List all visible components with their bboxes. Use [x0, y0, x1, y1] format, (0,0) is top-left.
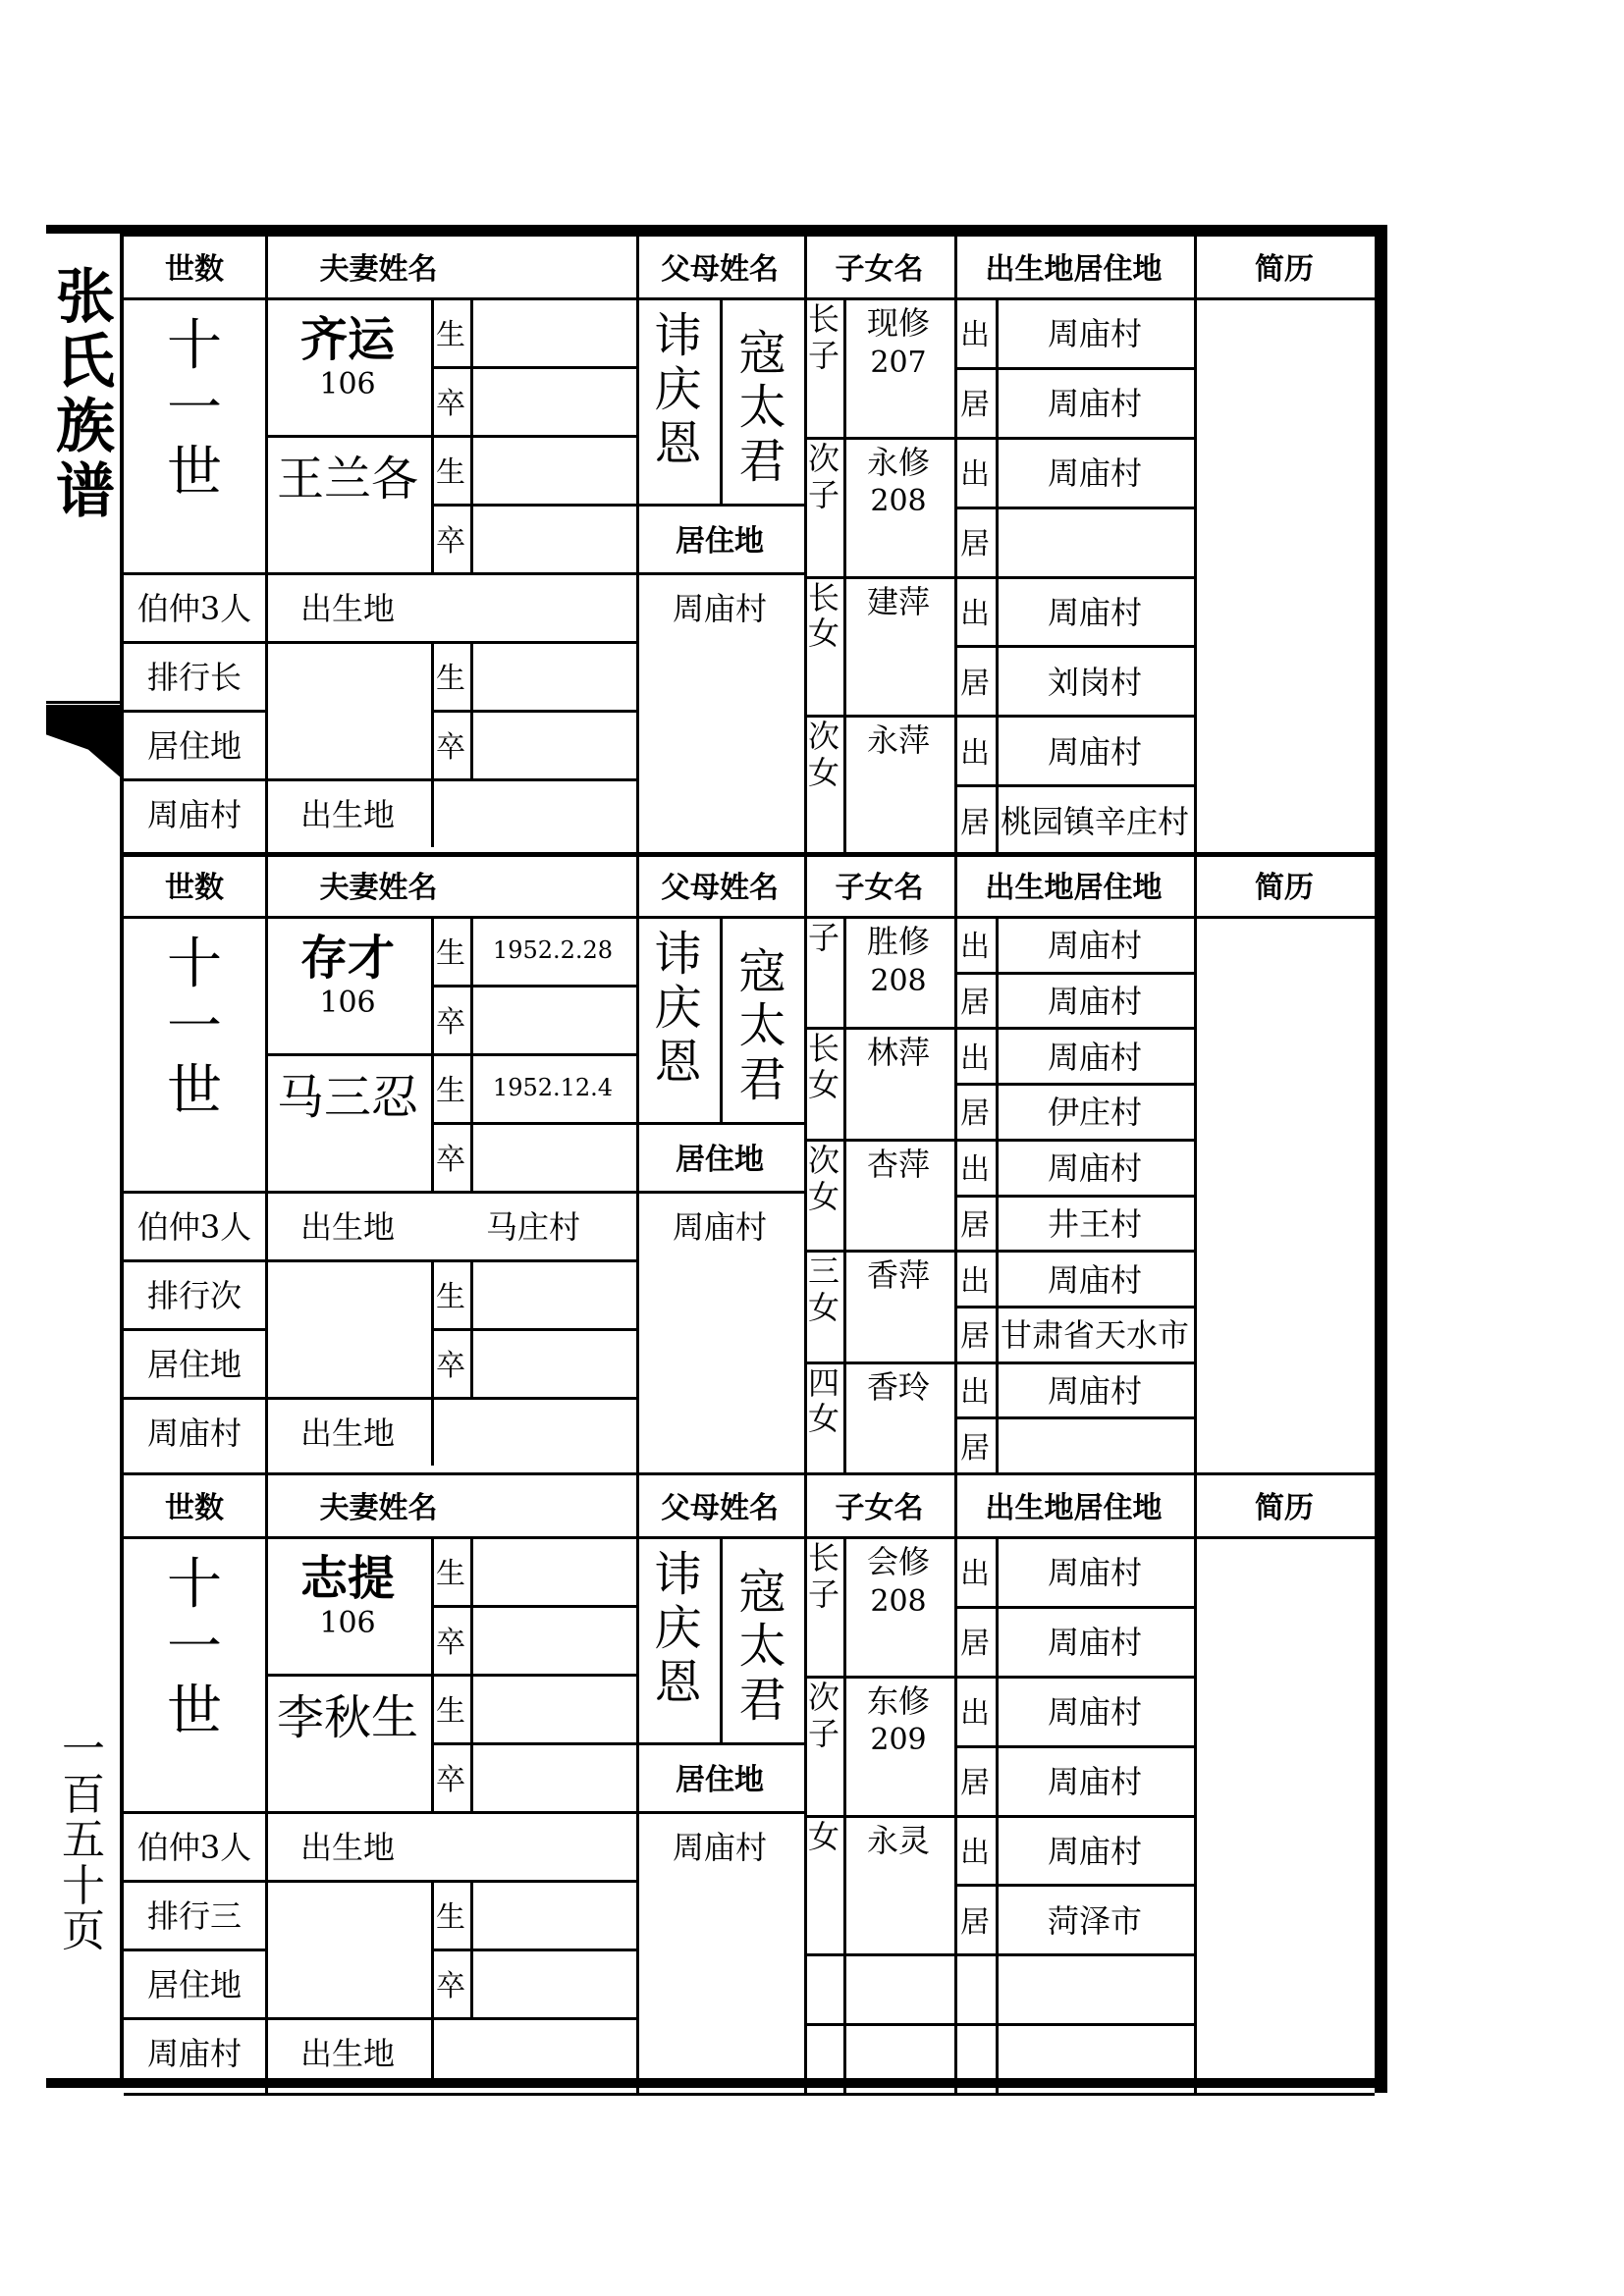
- parent-residence-header: 居住地: [676, 1763, 764, 1797]
- grid-line: [954, 972, 1194, 975]
- birth-death-label: 卒: [436, 387, 465, 421]
- mother-name: 寇 太 君: [738, 944, 786, 1108]
- child-name: 建萍: [866, 582, 930, 620]
- grid-line: [636, 1122, 804, 1125]
- header-birth-residence: 出生地居住地: [985, 1490, 1163, 1525]
- parent-residence: 周庙村: [672, 1208, 767, 1246]
- family-section: [124, 234, 1375, 854]
- residence-label: 居住地: [146, 1346, 242, 1383]
- husband-birth-date: [470, 297, 635, 366]
- born-label: 出: [960, 318, 990, 353]
- page-number: 一 百 五 十 页: [62, 1725, 105, 1956]
- husband-name: 存才: [299, 930, 395, 986]
- grid-line: [431, 1605, 636, 1608]
- header-parents: 父母姓名: [661, 251, 779, 287]
- grid-line: [124, 1472, 1375, 1475]
- child-birthplace: 周庙村: [1047, 1149, 1142, 1188]
- grid-line: [431, 1949, 636, 1951]
- husband-birth-date: 1952.2.28: [492, 936, 614, 964]
- rank: 排行次: [146, 1277, 242, 1314]
- birth-death-label: 卒: [436, 1763, 465, 1797]
- child-name: 香萍: [866, 1256, 930, 1295]
- header-children: 子女名: [835, 870, 924, 905]
- generation-label: 十 一 世: [167, 933, 222, 1123]
- child-name: 胜修: [866, 923, 930, 960]
- birth-death-label: 生: [436, 936, 465, 971]
- birth-death-label: 卒: [436, 1969, 465, 2003]
- grid-line: [265, 852, 268, 1472]
- uncles-count: 伯仲3人: [136, 1829, 252, 1866]
- child-relation: 次 女: [807, 1141, 839, 1215]
- header-children: 子女名: [835, 1490, 924, 1525]
- child-relation: 长 子: [807, 1539, 839, 1613]
- frame-top-border: [46, 225, 1387, 234]
- grid-line: [431, 2017, 434, 2086]
- birth-death-label: 生: [436, 455, 465, 490]
- live-label: 居: [960, 1096, 990, 1132]
- grid-line: [843, 916, 846, 1472]
- grid-line: [124, 234, 1375, 237]
- child-residence: [997, 507, 1193, 576]
- child-name: 永修: [866, 443, 930, 481]
- wife-birth-date: [470, 435, 635, 504]
- wife-name: 李秋生: [276, 1689, 418, 1745]
- grid-line: [265, 1674, 431, 1677]
- grid-line: [1194, 852, 1197, 1472]
- grid-line: [265, 778, 431, 781]
- grid-line: [431, 778, 636, 781]
- grid-line: [954, 1606, 1194, 1609]
- birth-death-label: 卒: [436, 1143, 465, 1177]
- grid-line: [954, 1745, 1194, 1748]
- child-birthplace: 周庙村: [1047, 1693, 1142, 1732]
- child-birthplace: 周庙村: [1047, 732, 1142, 771]
- child-number: 208: [870, 484, 927, 519]
- grid-line: [124, 1397, 265, 1400]
- child-birthplace: 周庙村: [1047, 927, 1142, 965]
- rank: 排行长: [146, 659, 242, 696]
- uncles-count: 伯仲3人: [136, 590, 252, 627]
- birthplace-label-2: 出生地: [299, 1415, 395, 1452]
- header-birth-residence: 出生地居住地: [985, 870, 1163, 905]
- binding-marker: [46, 705, 123, 779]
- child-relation: 长 女: [807, 1030, 839, 1104]
- child-relation: 子: [807, 919, 839, 956]
- birth-death-label: 生: [436, 1900, 465, 1935]
- mother-name: 寇 太 君: [738, 1565, 786, 1729]
- grid-line: [954, 1953, 1194, 1956]
- header-generation: 世数: [165, 251, 224, 287]
- husband-name: 齐运: [299, 311, 395, 367]
- born-label: 出: [960, 930, 990, 965]
- grid-line: [265, 1880, 636, 1883]
- grid-line: [265, 1053, 431, 1056]
- father-name: 讳 庆 恩: [654, 927, 702, 1091]
- birth-death-label: 卒: [436, 1005, 465, 1040]
- residence-label: 居住地: [146, 727, 242, 765]
- grid-line: [124, 1259, 265, 1262]
- husband-birth-date: [470, 1536, 635, 1605]
- father-name: 讳 庆 恩: [654, 1547, 702, 1711]
- born-label: 出: [960, 1263, 990, 1299]
- born-label: 出: [960, 596, 990, 631]
- husband-number: 106: [319, 366, 376, 401]
- grid-line: [1194, 1472, 1197, 2093]
- grid-line: [431, 1674, 636, 1677]
- book-title: 张 氏 族 谱: [56, 263, 115, 526]
- grid-line: [954, 1884, 1194, 1887]
- grid-line: [954, 645, 1194, 648]
- grid-line: [124, 710, 265, 713]
- grid-line: [265, 1397, 431, 1400]
- grid-line: [720, 916, 723, 1122]
- grid-line: [954, 507, 1194, 509]
- husband-number: 106: [319, 1605, 376, 1640]
- residence-village: 周庙村: [146, 2035, 242, 2072]
- grid-line: [720, 297, 723, 504]
- live-label: 居: [960, 1766, 990, 1801]
- live-label: 居: [960, 666, 990, 701]
- birth-death-label: 卒: [436, 1626, 465, 1660]
- parent-residence: 周庙村: [672, 1829, 767, 1866]
- child-birthplace: 周庙村: [1047, 593, 1142, 631]
- birthplace-label-2: 出生地: [299, 796, 395, 833]
- grid-line: [843, 1536, 846, 2093]
- child-residence: 周庙村: [1047, 385, 1142, 423]
- child-birthplace: 周庙村: [1047, 1832, 1142, 1870]
- header-spouse-names: 夫妻姓名: [319, 870, 438, 905]
- grid-line: [954, 1083, 1194, 1086]
- child-birthplace: 周庙村: [1047, 1554, 1142, 1592]
- wife-name: 马三忍: [276, 1069, 418, 1125]
- parent-residence-header: 居住地: [676, 524, 764, 559]
- child-name: 永萍: [866, 721, 930, 760]
- child-residence: 甘肃省天水市: [1000, 1316, 1189, 1355]
- child-relation: 三 女: [807, 1253, 839, 1326]
- child-name: 杏萍: [866, 1145, 930, 1183]
- child-residence: [997, 1416, 1193, 1472]
- grid-line: [804, 2023, 1194, 2026]
- grid-line: [636, 234, 639, 854]
- grid-line: [954, 1306, 1194, 1308]
- residence-label: 居住地: [146, 1966, 242, 2003]
- birthplace-label: 出生地: [299, 1829, 395, 1866]
- wife-birth-date: [470, 1674, 635, 1742]
- family-section: [124, 852, 1375, 1472]
- child-residence: 周庙村: [1047, 983, 1142, 1021]
- birth-death-label: 生: [436, 318, 465, 352]
- live-label: 居: [960, 1207, 990, 1243]
- child-name: 林萍: [866, 1034, 930, 1072]
- uncles-count: 伯仲3人: [136, 1208, 252, 1246]
- child-name: 现修: [866, 304, 930, 342]
- birth-death-label: 卒: [436, 1349, 465, 1383]
- residence-village: 周庙村: [146, 796, 242, 833]
- grid-line: [996, 916, 999, 1472]
- grid-line: [124, 2017, 265, 2020]
- header-spouse-names: 夫妻姓名: [319, 251, 438, 287]
- grid-line: [431, 1742, 636, 1745]
- child-number: 209: [870, 1723, 927, 1758]
- grid-line: [124, 2093, 1375, 2096]
- live-label: 居: [960, 1904, 990, 1940]
- grid-line: [954, 1195, 1194, 1198]
- grid-line: [954, 1416, 1194, 1419]
- birthplace-label-2: 出生地: [299, 2035, 395, 2072]
- grid-line: [431, 504, 636, 507]
- header-parents: 父母姓名: [661, 1490, 779, 1525]
- grid-line: [804, 1953, 954, 1956]
- grid-line: [265, 1259, 636, 1262]
- child-residence: 伊庄村: [1047, 1094, 1142, 1132]
- grid-line: [720, 1536, 723, 1742]
- grid-line: [1194, 234, 1197, 854]
- child-residence: 井王村: [1047, 1204, 1142, 1243]
- live-label: 居: [960, 805, 990, 840]
- grid-line: [124, 1191, 804, 1194]
- header-children: 子女名: [835, 251, 924, 287]
- rank: 排行三: [146, 1897, 242, 1935]
- mother-name: 寇 太 君: [738, 326, 786, 490]
- birth-death-label: 生: [436, 1694, 465, 1729]
- grid-line: [636, 1742, 804, 1745]
- born-label: 出: [960, 1557, 990, 1592]
- wife-birthplace: [431, 572, 635, 641]
- child-residence: 刘岗村: [1047, 663, 1142, 701]
- grid-line: [431, 1122, 636, 1125]
- child-number: 207: [870, 345, 927, 380]
- child-number: 208: [870, 1583, 927, 1619]
- child-relation: 四 女: [807, 1363, 839, 1438]
- birth-death-label: 生: [436, 1557, 465, 1591]
- grid-line: [124, 1949, 265, 1951]
- child-relation: 女: [807, 1817, 839, 1855]
- generation-label: 十 一 世: [167, 1553, 222, 1743]
- parent-residence: 周庙村: [672, 590, 767, 627]
- child-residence: 周庙村: [1047, 1763, 1142, 1801]
- grid-line: [431, 985, 636, 988]
- born-label: 出: [960, 1835, 990, 1870]
- child-name: 会修: [866, 1543, 930, 1580]
- header-biography: 简历: [1255, 1490, 1314, 1525]
- born-label: 出: [960, 1152, 990, 1188]
- header-birth-residence: 出生地居住地: [985, 251, 1163, 287]
- birthplace-label: 出生地: [299, 1208, 395, 1246]
- child-relation: 次 女: [807, 718, 839, 792]
- grid-line: [431, 778, 434, 847]
- birth-death-label: 生: [436, 1280, 465, 1314]
- birth-death-label: 卒: [436, 524, 465, 559]
- child-name: 永灵: [866, 1821, 930, 1859]
- grid-line: [265, 641, 636, 644]
- grid-line: [265, 1472, 268, 2093]
- grid-line: [431, 1397, 434, 1466]
- grid-line: [265, 234, 268, 854]
- child-relation: 次 子: [807, 1678, 839, 1752]
- grid-line: [636, 852, 639, 1472]
- grid-line: [996, 297, 999, 854]
- live-label: 居: [960, 388, 990, 423]
- child-relation: 次 子: [807, 439, 839, 513]
- grid-line: [843, 297, 846, 854]
- grid-line: [431, 366, 636, 369]
- grid-line: [265, 2017, 431, 2020]
- child-residence: 桃园镇辛庄村: [1000, 802, 1189, 840]
- child-number: 208: [870, 963, 927, 998]
- grid-line: [954, 367, 1194, 370]
- birthplace-label: 出生地: [299, 590, 395, 627]
- live-label: 居: [960, 1627, 990, 1662]
- born-label: 出: [960, 735, 990, 771]
- header-generation: 世数: [165, 1490, 224, 1525]
- live-label: 居: [960, 1430, 990, 1466]
- grid-line: [954, 784, 1194, 787]
- wife-birthplace: [431, 1811, 635, 1880]
- grid-line: [431, 1053, 636, 1056]
- header-biography: 简历: [1255, 870, 1314, 905]
- live-label: 居: [960, 527, 990, 562]
- grid-line: [636, 504, 804, 507]
- wife-birthplace: 马庄村: [485, 1208, 580, 1246]
- header-biography: 简历: [1255, 251, 1314, 287]
- grid-line: [996, 1536, 999, 2093]
- residence-village: 周庙村: [146, 1415, 242, 1452]
- grid-line: [431, 435, 636, 438]
- born-label: 出: [960, 457, 990, 493]
- child-birthplace: 周庙村: [1047, 1038, 1142, 1076]
- child-name: 东修: [866, 1682, 930, 1720]
- generation-label: 十 一 世: [167, 314, 222, 505]
- wife-name: 王兰各: [276, 451, 418, 507]
- birth-death-label: 卒: [436, 730, 465, 765]
- grid-line: [431, 1328, 636, 1331]
- family-section: [124, 1472, 1375, 2093]
- born-label: 出: [960, 1041, 990, 1076]
- child-birthplace: 周庙村: [1047, 315, 1142, 353]
- live-label: 居: [960, 986, 990, 1021]
- grid-line: [431, 2017, 636, 2020]
- grid-line: [124, 1328, 265, 1331]
- husband-number: 106: [319, 985, 376, 1020]
- child-birthplace: 周庙村: [1047, 1260, 1142, 1299]
- father-name: 讳 庆 恩: [654, 308, 702, 472]
- grid-line: [124, 852, 1375, 855]
- grid-line: [431, 710, 636, 713]
- born-label: 出: [960, 1696, 990, 1732]
- header-spouse-names: 夫妻姓名: [319, 1490, 438, 1525]
- binding-marker-line: [46, 701, 123, 704]
- grid-line: [124, 572, 804, 575]
- grid-line: [431, 1397, 636, 1400]
- child-name: 香玲: [866, 1367, 930, 1406]
- header-generation: 世数: [165, 870, 224, 905]
- child-birthplace: 周庙村: [1047, 1371, 1142, 1410]
- wife-birth-date: 1952.12.4: [492, 1074, 614, 1101]
- born-label: 出: [960, 1374, 990, 1410]
- child-relation: 长 女: [807, 578, 839, 653]
- live-label: 居: [960, 1319, 990, 1355]
- grid-line: [124, 1811, 804, 1814]
- child-birthplace: 周庙村: [1047, 454, 1142, 493]
- grid-line: [124, 1880, 265, 1883]
- grid-line: [636, 1472, 639, 2093]
- husband-name: 志提: [299, 1550, 395, 1606]
- child-residence: 周庙村: [1047, 1624, 1142, 1662]
- frame-right-border: [1375, 225, 1387, 2093]
- birth-death-label: 生: [436, 1074, 465, 1108]
- grid-line: [265, 435, 431, 438]
- child-relation: 长 子: [807, 300, 839, 374]
- grid-line: [124, 778, 265, 781]
- child-residence: 菏泽市: [1047, 1901, 1142, 1940]
- header-parents: 父母姓名: [661, 870, 779, 905]
- grid-line: [124, 641, 265, 644]
- birth-death-label: 生: [436, 662, 465, 696]
- parent-residence-header: 居住地: [676, 1143, 764, 1177]
